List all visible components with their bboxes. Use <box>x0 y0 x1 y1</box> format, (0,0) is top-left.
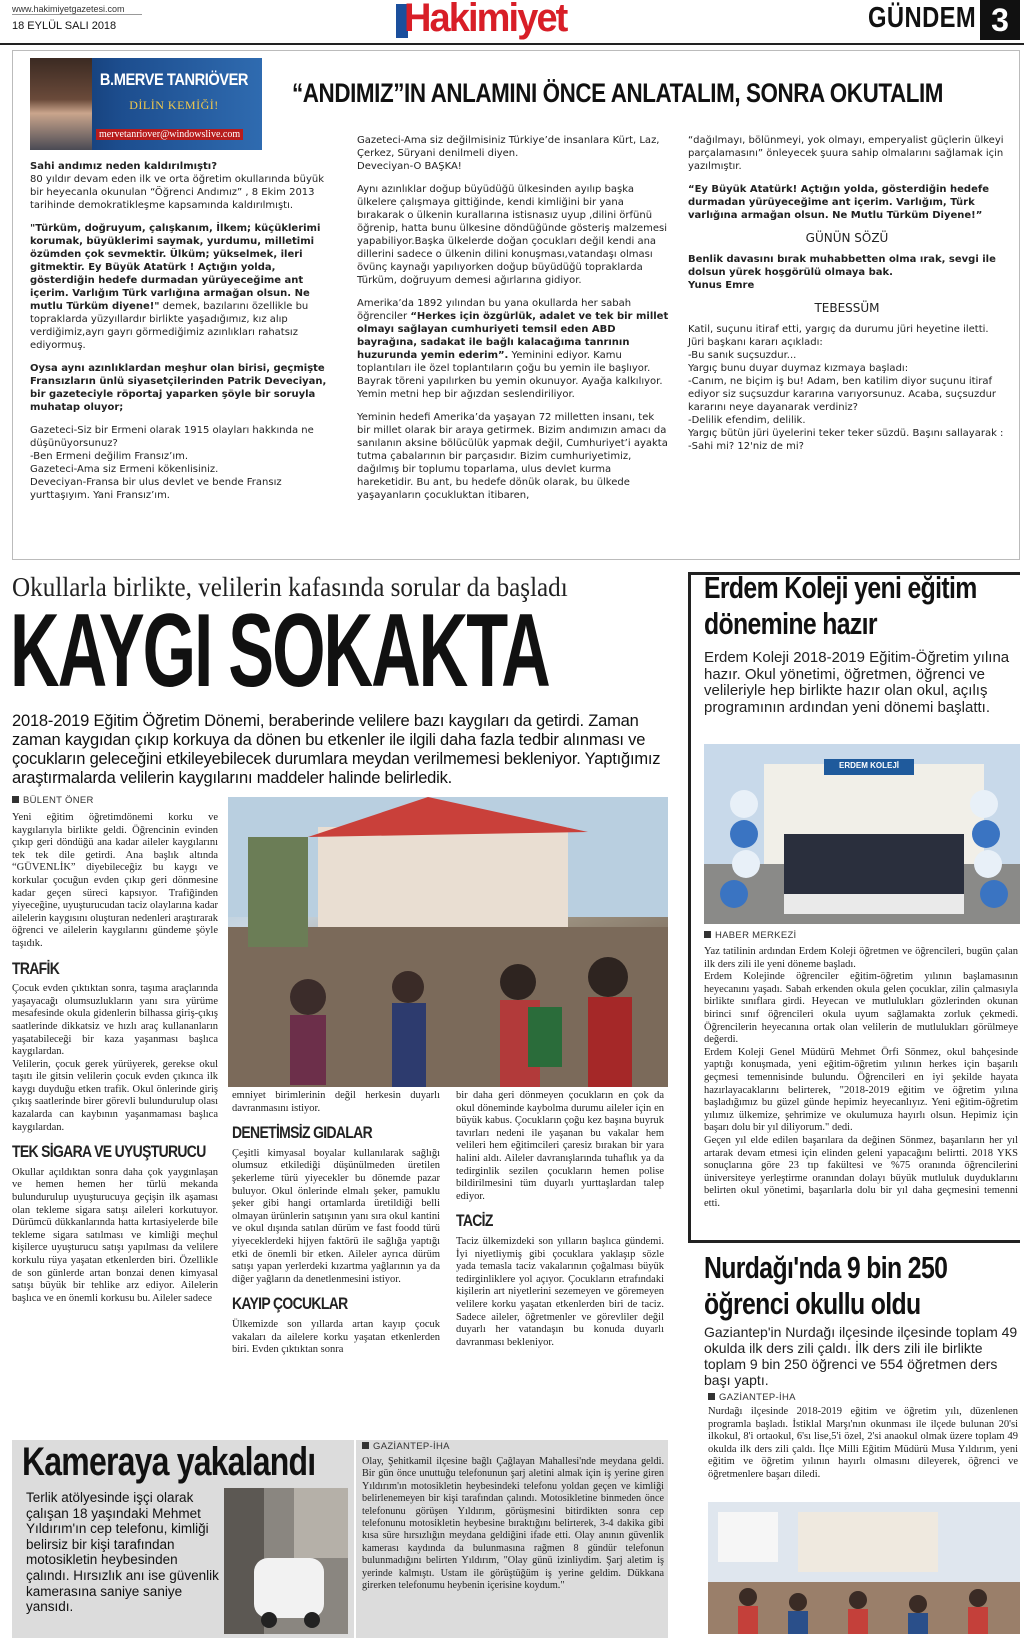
erdem-lead: Erdem Koleji 2018-2019 Eğitim-Öğretim yılına hazır. Okul yönetimi, öğretmen, öğrenci ve velileriyle hep birlikte hazır olan okul, açılış programının ardından yeni dönemi başlattı. <box>704 649 1010 716</box>
byline-square-icon <box>704 931 711 938</box>
gunun-sozu-author: Yunus Emre <box>688 280 755 291</box>
sigara-paragraph: Okullar açıldıktan sonra daha çok yaygınlaşan ve hemen hemen her türlü mekanda bulundurulup uyuşturucuya geçişin ilk aşaması olan tekleme sigara satışı aileleri korkutuyor. Dürümcü dükkanlarında hatta kırtasiyelerde bile tekleme sigara satılması ve kimliği meçhul kişilerce uyuşturucu satışı yapılması da velilere korkulu rüya yaşatan etkenlerden biri. Özellikle de son günlerde artan bonzai denen kimyasal satışı büyük bir tehlike arz ediyor. Ailelerin başlıca ve en önemli korkusu bu. Aileler sadece <box>12 1166 218 1304</box>
continued-paragraph: emniyet birimlerinin değil herkesin duyarlı davranmasını istiyor. <box>232 1090 440 1114</box>
nurdagi-headline: Nurdağı'nda 9 bin 250 öğrenci okullu oldu <box>704 1250 948 1321</box>
column-text-3 <box>688 134 1006 453</box>
author-email[interactable]: mervetanriover@windowslive.com <box>96 129 243 140</box>
main-col-2 <box>232 1090 440 1357</box>
erdem-paragraph: Yaz tatilinin ardından Erdem Koleji öğretmen ve öğrencileri, bugün çalan ilk ders zili ile yeni döneme başladı. <box>704 946 1018 970</box>
page-number: 3 <box>991 2 1009 38</box>
nurdagi-body <box>708 1406 1018 1482</box>
tebessum-line: Yargıç bütün jüri üyelerini teker teker süzdü. Başını sallayarak : <box>688 428 1004 439</box>
tebessum-line: Katil, suçunu itiraf etti, yargıç da durumu jüri heyetine iletti. Jüri başkanı kararı açıkladı: <box>688 324 989 348</box>
issue-date: 18 EYLÜL SALI 2018 <box>12 20 117 32</box>
subhead-gida: DENETİMSİZ GIDALAR <box>232 1123 372 1143</box>
column-paragraph: -Ben Ermeni değilim Fransız’ım. <box>30 451 189 462</box>
kamera-body <box>362 1456 664 1592</box>
column-paragraph: Gazeteci-Siz bir Ermeni olarak 1915 olayları hakkında ne düşünüyorsunuz? <box>30 425 314 449</box>
logo-text: Hakimiyet <box>404 0 567 40</box>
erdem-byline: HABER MERKEZİ <box>704 930 797 941</box>
school-photo-illustration <box>228 797 668 1087</box>
andimiz-text: "Türküm, doğruyum, çalışkanım, İlkem; küçüklerimi korumak, büyüklerimi saymak, yurdumu, milletimi özümden çok sevmektir. Ülküm; yükselmek, ileri gitmektir. Ey Büyük Atatürk ! Açtığın yolda, gösterdiğin hedefe durmadan yürüyeceğime ant içerim. Varlığım Türk varlığına armağan olsun. Ne mutlu Türküm diyene!" <box>30 223 321 312</box>
nurdagi-paragraph: Nurdağı ilçesinde 2018-2019 eğitim ve öğretim yılı, düzenlenen programla başladı. İstiklal Marşı'nın okunması ile ilçede bulunan 20'si ilkokul, 8'i ortaokul, 6'sı lise,5'i özel, 2'si anaokul olmak üzere toplam 49 okulda ilk ders zili çaldı. İlçe Milli Eğitim Müdürü Musa Yıldırım, yeni eğitim ve öğretim yılının hayırlı olmasını dileyerek, öğrenci ve öğretmenlere başarı diledi. <box>708 1406 1018 1480</box>
byline-square-icon <box>362 1442 369 1449</box>
main-lead: 2018-2019 Eğitim Öğretim Dönemi, beraberinde velilere bazı kaygıları da getirdi. Zaman zaman kaygıdan çıkıp korkuya da dönen bu etkenler ile ilgili daha fazla tedbir alınması ve çocukların geleceğini etkileyebilecek durumlara meydan verilmemesi bekleniyor. Yaptığımız araştırmalarda velilerin kaygılarını maddeler halinde belirledik. <box>12 712 661 787</box>
erdem-headline: Erdem Koleji yeni eğitim dönemine hazır <box>704 570 977 641</box>
classroom-photo <box>708 1502 1020 1634</box>
header-bottom-rule <box>0 43 1024 45</box>
author-name: B.MERVE TANRIÖVER <box>99 70 249 89</box>
column-paragraph: Gazeteci-Ama siz Ermeni kökenlisiniz. <box>30 464 219 475</box>
tebessum-line: -Delilik efendim, delilik. <box>688 415 806 426</box>
nurdagi-byline: GAZİANTEP-İHA <box>708 1392 796 1403</box>
erdem-bottom-rule <box>688 1240 1020 1243</box>
column-paragraph: Yeminin hedefi Amerika’da yaşayan 72 milletten insanı, tek bir millet olarak bir araya getirmek. Bizim andımızın amacı da sanılanın aksine bölücülük yapmak değil, Cumhuriyet’i ayakta tutma çabalarının bir parçasıdır. Bizim cumhuriyetimiz, dağılmış bir toplumu toparlama, ulus devlet kurma hareketidir. Bu ant, bu hedefe dönük olarak, bu ülkede yaşayanların çocukluktan itibaren, <box>357 412 668 501</box>
column-text-1 <box>30 160 340 502</box>
header-rule-left <box>12 14 142 15</box>
column-paragraph: “dağılmayı, bölünmeyi, yok olmayı, emperyalist güçlerin ülkeyi parçalamasını” önleyecek şuura sahip olmalarını sağlamak için yazılmıştır. <box>688 135 1004 172</box>
column-paragraph: Gazeteci-Ama siz değilmisiniz Türkiye’de insanlara Kürt, Laz, Çerkez, Süryani denilmeli diyen. <box>357 135 660 159</box>
erdem-paragraph: Erdem Kolejinde öğrenciler eğitim-öğretim yılının başlamasının heyecanını yaşadı. Sabah erkenden okula gelen çocuklar, zilin çalmasıyla birlikte sınıflara girdi. Heyecan ve mutlulukları gözlerinden okunan birinci sınıf öğrencileri okula uyum sağlamakta zorluk çekmedi. Öğrencilerin heyecanına ortak olan velilerin de mutlulukları görülmeye değerdi. <box>704 971 1018 1046</box>
kamera-paragraph: Olay, Şehitkamil ilçesine bağlı Çağlayan Mahallesi'nde meydana geldi. Bir gün önce unuttuğu telefonunun şarj aletini almak için iş yerine giren Yıldırım'ın motosikletin heybesindeki telefonu yoldan geçen ve kimliği belirlenemeyen bir kişi tarafından çalındı. Motosikletine binmeden önce telefonunu görüşen Yıldırım, görüşmesini bitirdikten sonra cep telefonunu motosikletin heybesine bıraktığını belirterek, 3-4 dakika gibi kısa süre hırsızlığın meydana geldiğini ifade etti. Olay anının güvenlik kamerası kaydında da bulunmasına rağmen 8 gündür telefonun bulunmadığını belirten Yıldırım, "Olay günü izinliydim. Şarj aletim iş yerinde kalmıştı. Ustam ile görüştüğüm iş yerine geldim. Dükkana girerken telefonumu heybenin içerisine koydum." <box>362 1456 664 1592</box>
taciz-paragraph: Taciz ülkemizdeki son yılların başlıca gündemi. İyi niyetliymiş gibi çocuklara yaklaşıp sözle yada temasla taciz vakalarının çoğalması büyük tedirginliklere yol açıyor. Çocukların etrafındaki kişilerin art niyetlerini sezemeyen ve göremeyen velilere korku yaşatan etkenlerden biri de taciz. Sadece aileler, öğretmenler ve görevliler değil duyarlı her vatandaşın bu konuda duyarlı davranması bekleniyor. <box>456 1235 664 1348</box>
kamera-headline: Kameraya yakalandı <box>22 1440 316 1484</box>
trafik-paragraph: Çocuk evden çıktıktan sonra, taşıma araçlarında yaşayacağı olumsuzlukların yanı sıra yürüme mesafesinde okula gidenlerin bilhassa giriş-çıkış saatlerinde dikkatsiz ve hızlı araç kullananların yaşatabileceği bir kaza yaşanması başlıca kaygılardan. <box>12 983 218 1058</box>
column-paragraph: “Ey Büyük Atatürk! Açtığın yolda, gösterdiğin hedefe durmadan yürüyeceğime ant içerim. Varlığım, Türk varlığına armağan olsun. Ne Mutlu Türküm Diyene!” <box>688 184 989 221</box>
erdem-paragraph: Geçen yıl elde edilen başarılara da değinen Sönmez, başarıların her yıl artarak devam etmesi için elinden geleni yapacağını belirtti. 2018 YKS sonuçlarına göre 23 tıp fakültesi ve %75 oranında öğrencilerini üniversiteye yerleştirme oranından dolayı büyük mutluluk duyduklarını belirten okul yönetimi, başarılarla dolu bir yıl daha geçmesini temenni etti. <box>704 1134 1018 1209</box>
column-paragraph: Amerika’da 1892 yılından bu yana okullarda her sabah öğrenciler <box>357 298 632 322</box>
main-col-1 <box>12 812 218 1305</box>
tebessum-line: -Canım, ne biçim iş bu! Adam, ben katilim diyor suçunu itiraf ediyor siz suçsuzdur kararına varıyorsunuz. Acaba, suçsuzdur kararını neye dayanarak verdiniz? <box>688 376 997 413</box>
main-byline: BÜLENT ÖNER <box>12 795 94 806</box>
camera-photo-illustration <box>224 1488 348 1634</box>
column-paragraph: demek, bazılarını özellikle bu topraklarda yüzyıllardır birlikte yaşadığımız, kız alıp verdiğimiz,ayrı gayrı görmediğimiz azınlıkları rahatsız ediyormuş. <box>30 301 309 351</box>
nurdagi-lead: Gaziantep'in Nurdağı ilçesinde ilçesinde toplam 49 okulda ilk ders zili çaldı. İlk ders zili ile birlikte toplam 9 bin 250 öğrenci ve 554 öğretmen ders başı yaptı. <box>704 1324 1018 1388</box>
main-kicker: Okullarla birlikte, velilerin kafasında sorular da başladı <box>12 572 568 602</box>
tebessum-line: Yargıç bunu duyar duymaz kızmaya başladı: <box>688 363 909 374</box>
column-title: “ANDIMIZ”IN ANLAMINI ÖNCE ANLATALIM, SONRA OKUTALIM <box>292 78 944 108</box>
tebessum-title: TEBESSÜM <box>814 301 880 315</box>
gunun-sozu-title: GÜNÜN SÖZÜ <box>805 231 889 245</box>
tebessum-line: -Bu sanık suçsuzdur... <box>688 350 797 361</box>
kayip-paragraph: Ülkemizde son yıllarda artan kayıp çocuk vakaları da ailelere korku yaşatan etkenlerden biri. Evden çıktıktan sonra <box>232 1318 440 1356</box>
erdem-photo-illustration <box>704 744 1020 924</box>
main-headline: KAYGI SOKAKTA <box>10 593 549 709</box>
gunun-sozu-text: Benlik davasını bırak muhabbetten olma ırak, sevgi ile dolsun yürek hoşgörülü olmaya bak. <box>688 254 996 278</box>
subhead-kayip: KAYIP ÇOCUKLAR <box>232 1294 348 1314</box>
column-paragraph: Deveciyan-Fransa bir ulus devlet ve bende Fransız yurttaşıyım. Yani Fransız’ım. <box>30 477 282 501</box>
column-paragraph: Yeminini ediyor. Kamu toplantıları ile özel toplantıların çoğu bu yemin ile başlıyor. Bayrak töreni yapılırken bu yemin okunuyor. Ayağa kalkılıyor. Yemin metni hep bir ağızdan seslendiriliyor. <box>357 350 663 400</box>
column-paragraph: Deveciyan-O BAŞKA! <box>357 161 462 172</box>
gida-paragraph: Çeşitli kimyasal boyalar kullanılarak sağlığı olumsuz etkilediği düşünülmeden üretilen şekerleme türü yiyecekler bu dönemde pazar buluyor. Okul önlerinde elmalı şeker, pamuklu şeker gibi hangi ortamlarda üretildiği belli olmayan ürünlerin satışının yanı sıra okul kantini ve okul dışında satılan dürüm ve fast foodd türü yiyeceklerdeki hijyen faktörü ile sağlığa yaptığı etki de önemli bir etken. Aileler ayrıca dürüm satışı yapan yerlerdeki kızartma yağlarının ya da diğer yağların da denetlenmesini istiyor. <box>232 1147 440 1285</box>
trafik-paragraph: Velilerin, çocuk gerek yürüyerek, gerekse okul taşıtı ile gitsin velilerin çocuk evden çıkınca ilk kaygı duyduğu etken trafik. Okul önlerinde giriş çıkış saatlerinde birer görevli bulundurulup olası kazalarda can kaybının yaşanmaması başlıca kaygılardan. <box>12 1058 218 1133</box>
erdem-photo <box>704 744 1020 924</box>
subhead-taciz: TACİZ <box>456 1211 493 1231</box>
column-paragraph: Oysa aynı azınlıklardan meşhur olan birisi, geçmişte Fransızların ünlü siyasetçilerinden Patrik Deveciyan, bir gazeteciyle röportaj yaparken şöyle bir soruyla muhatap oluyor; <box>30 363 327 413</box>
byline-square-icon <box>12 796 19 803</box>
section-name: GÜNDEM <box>868 2 977 34</box>
header <box>0 0 1024 44</box>
column-name: DİLİN KEMİĞİ! <box>129 98 219 112</box>
main-intro: Yeni eğitim öğretimdönemi korku ve kaygılarıyla birlikte geldi. Öğrencinin evinden çıkıp geri döndüğü ana kadar aileler kaygılarını tek tek dile getirdi. Ana başlık altında “GÜVENLİK” diyebileceğiz bu kaygı ve korkular çocuğun evden çıkıp geri dönmesine kadar geçen süreci kapsıyor. Trafiğinden yiyeceğine, uyuşturucudan taciz olaylarına kadar ailelerin kaygısını oluşturan nedenleri araştırarak öğrenci ve ailelerin kaygılarını gündeme şöyle taşıdık. <box>12 812 218 949</box>
website-url[interactable]: www.hakimiyetgazetesi.com <box>12 4 125 14</box>
column-paragraph: Aynı azınlıklar doğup büyüdüğü ülkesinden ayılıp başka ülkelere çalışmaya gittiğinde, kendi kimliğini bir yana bırakarak o ülkenin kurallarına istisnasız uyup ,dilini örfünü öğrenip, hatta bunu ülkesine döndüğünde gösteriş malzemesi yapabiliyor.Başka ülkelerde doğan çocukları değil kendi ana dillerini sadece o ülkenin dilini konuşması,vatandaşı olması övünç kaynağı yapılıyorken doğup büyüdüğü topraklarda Türküm, doğruyum demesi ağırlarına gidiyor. <box>357 184 667 286</box>
security-camera-photo <box>224 1488 348 1634</box>
column-paragraph: 80 yıldır devam eden ilk ve orta öğretim okullarında büyük bir heyecanla okunulan “Öğrenci Andımız” , 8 Ekim 2013 tarihinde demokratikleşme kapsamında kaldırılmıştı. <box>30 174 325 211</box>
continued-paragraph: bir daha geri dönmeyen çocukların en çok da okul döneminde kaybolma durumu aileler için en büyük kabus. Çocukların çoğu kez başına buyruk tavırları nedeni ile yaşanan bu vakalar hem velileri hem eğitimcileri çaresiz bırakan bir yara halini aldı. Aileler davranışlarında tuhaflık ya da tedirginlik sezilen çocukların hemen polise bildirilmesini tüm duyarlı yurttaşlardan talep ediyor. <box>456 1090 664 1202</box>
subhead-sigara: TEK SİGARA VE UYUŞTURUCU <box>12 1142 206 1162</box>
usa-pledge: “Herkes için özgürlük, adalet ve tek bir millet olmayı sağlayan cumhuriyeti temsil eden ABD bayrağına, sadakat ile bağlı kalacağıma tanrının huzurunda yemin ederim”. <box>357 311 669 361</box>
erdem-left-rule <box>688 572 691 1240</box>
erdem-body <box>704 946 1018 1210</box>
column-text-2 <box>357 134 669 512</box>
byline-square-icon <box>708 1393 715 1400</box>
page-number-box <box>980 0 1020 40</box>
erdem-paragraph: Erdem Koleji Genel Müdürü Mehmet Örfi Sönmez, okul bahçesinde yaptığı konuşmada, yeni eğitim-öğretim yılının herkes için başarılı geçmesi temennisinde bulundu. Öğrencileri en iyi şekilde hayata hazırlayacaklarını belirterek, "2018-2019 eğitim ve öğretim yılına başladığımız bu güzel günde hepimiz heyecanlıyız. Yeni eğitim-öğretim yılımız ülkemize, şehrimize ve okulumuza hayırlı olsun. Hepimiz için başarı dolu bir yıl diliyorum." dedi. <box>704 1046 1018 1134</box>
newspaper-logo[interactable] <box>396 0 582 42</box>
kamera-lead: Terlik atölyesinde işçi olarak çalışan 18 yaşındaki Mehmet Yıldırım'ın cep telefonu, kimliği belirsiz bir kişi tarafından motosikletin heybesinden çalındı. Hırsızlık anı ise güvenlik kamerasına saniye saniye yansıdı. <box>26 1490 219 1615</box>
tebessum-line: -Sahi mi? 12'niz de mi? <box>688 441 804 452</box>
erdem-photo-sign: ERDEM KOLEJİ <box>838 761 899 770</box>
column-question: Sahi andımız neden kaldırılmıştı? <box>30 161 218 172</box>
kamera-byline: GAZİANTEP-İHA <box>362 1441 450 1452</box>
subhead-trafik: TRAFİK <box>12 958 60 978</box>
classroom-photo-illustration <box>708 1502 1020 1634</box>
school-children-photo <box>228 797 668 1087</box>
main-col-3 <box>456 1090 664 1349</box>
